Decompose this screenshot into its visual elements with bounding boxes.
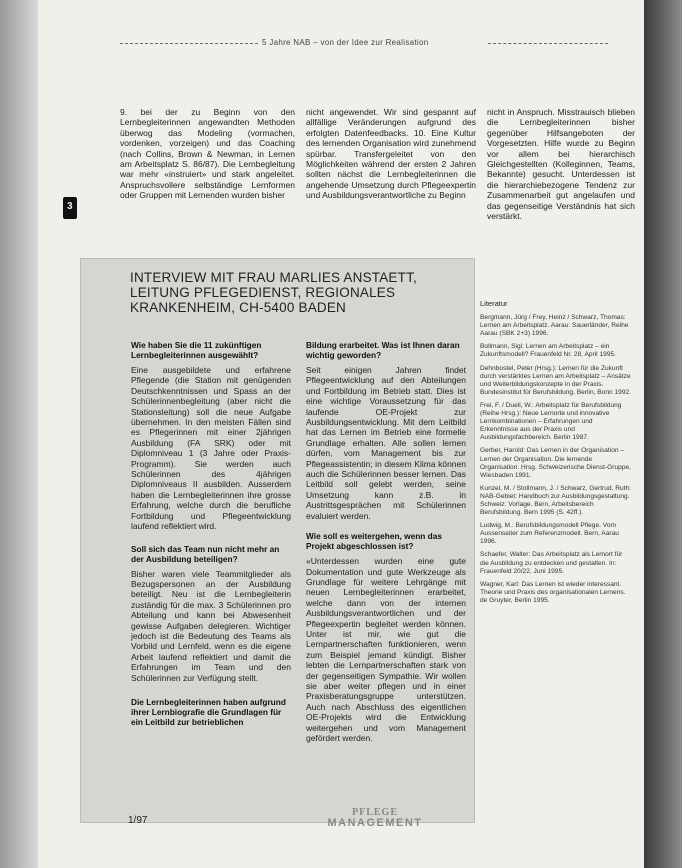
literature-item: Bollmann, Sigi: Lernen am Arbeitsplatz – ein Zukunftsmodell? Frauenfeld Nr. 28, April 1995. bbox=[480, 343, 616, 359]
literature-item: Bergmann, Jürg / Frey, Heinz / Schwarz, Thomas: Lernen am Arbeitsplatz. Aarau: Sauerländer, Reihe Aarau (SBK 2+3) 1996. bbox=[480, 314, 629, 338]
interview-answer: Eine ausgebildete und erfahrene Pflegende (die Station mit genügenden Deutschkenntnissen und Spass an der Schülerinnenbegleitung (aber nicht die Stationsleitung) soll die neue Aufgabe übernehmen. In den meisten Fällen sind es Pflegerinnen mit einer 2jährigen Ausbildung (FA SRK) oder mit Diplomniveau 1 (3 Jahre oder Praxis-Programm). Sie werden auch Schülerinnen des 4jährigen Diplomniveaus II ausbilden. Ausserdem haben die Lernbegleiterinnen ihre grosse Erfahrung, welche durch die berufliche Fortbildung und Pflegeentwicklung laufend reflektiert wird. bbox=[131, 365, 291, 532]
literature-item: Ludwig, M.: Berufsbildungsmodell Pflege. Vom Aussenseiter zum Referenzmodell. Bern, Aarau 1996. bbox=[480, 522, 619, 546]
interview-title: INTERVIEW MIT FRAU MARLIES ANSTAETT, LEITUNG PFLEGEDIENST, REGIONALES KRANKENHEIM, CH-5400 BADEN bbox=[130, 270, 417, 315]
body-column-1: 9. bei der zu Beginn von den Lernbegleiterinnen angewandten Methoden überwog das Modeling (vormachen, vordenken, vorzeigen) und das Coaching (nach Collins, Brown & Newman, in Lernen am Arbeitsplatz S. 86/87). Die Lernbegleitung war mehr «instruiert» und stark angeleitet. Anspruchsvollere selbständige Lernformen oder Gruppen mit Lernenden wurden bisher bbox=[120, 107, 295, 201]
literature-item: Kunzel, M. / Stollmann, J. / Schwarz, Gertrud, Ruth: NAB-Gebiet: Handbuch zur Ausbildungsgestaltung. Schweiz: Vorlage, Bern, Arbeitsbereich Berufsbildung. Bern 1995 (S. 42ff.). bbox=[480, 484, 631, 517]
publication-logo bbox=[310, 808, 440, 829]
literature-item: Wagner, Karl: Das Lernen ist wieder interessant. Theorie und Praxis des organisationalen Lernens. de Gruyter, Berlin 1995. bbox=[480, 580, 626, 604]
header-rule-left bbox=[120, 43, 258, 45]
running-header: 5 Jahre NAB – von der Idee zur Realisation bbox=[262, 38, 429, 47]
right-page-edge bbox=[644, 0, 682, 868]
body-column-3: nicht in Anspruch. Misstrauisch blieben die Lernbegleiterinnen bisher gegenüber Hilfsangeboten der Vorgesetzten. Hilfe wurde zu Beginn vor allem bei hierarchisch Gleichgestellten (Kolleginnen, Teams, Bekannte) gesucht. Unterdessen ist die hierarchiebezogene Tendenz zur Zusammenarbeit gut angelaufen und das gegenseitige Verständnis hat sich verstärkt. bbox=[487, 107, 635, 222]
interview-answer: Bisher waren viele Teammitglieder als Bezugspersonen an der Ausbildung beteiligt. Neu ist die Lernbegleiterin zuständig für die max. 3 Schülerinnen pro Abteilung und kann bei Abwesenheit gewisse Aufgaben delegieren. Wichtiger jedoch ist die Bedeutung des Teams als Vorbild und Lernfeld, wenn es die eigene Arbeit laufend reflektiert und damit die Erfahrungen im Team und den Schülerinnen zur Verfügung stellt. bbox=[131, 568, 291, 683]
literature-item: Dehnbostel, Peter (Hrsg.): Lernen für die Zukunft durch verstärktes Lernen am Arbeitsplatz – Ansätze und Weiterbildungskonzepte in der Praxis. Bundesinstitut für Berufsbildung, Berlin, Bonn 1992. bbox=[480, 364, 632, 396]
page-number: 1/97 bbox=[128, 815, 148, 826]
body-column-2: nicht angewendet. Wir sind gespannt auf allfällige Veränderungen aufgrund des erfolgten Datenfeedbacks. 10. Eine Kultur des lernenden Organisation wird zunehmend spürbar. Transfergeleitet von den Möglichkeiten während der ersten 2 Jahren sollten nächst die Lernbegleiterinnen die angehende Umsetzung durch Pflegeexpertin und Ausbildungsverantwortliche zu Beginn bbox=[306, 107, 476, 201]
left-page-edge bbox=[0, 0, 38, 868]
interview-question: Soll sich das Team nun nicht mehr an der Ausbildung beteiligen? bbox=[131, 543, 280, 564]
literature-item: Gerber, Harold: Das Lernen in der Organisation – Lernen der Organisation. Die lernende Organisation. Hrsg. Schweizerische Dienst-Gruppe, Wiesbaden 1991. bbox=[480, 447, 631, 479]
literature-item: Frei, F. / Duell, W.: Arbeitsplatz für Berufsbildung (Reihe Hrsg.): Neue Lernorte und innovative Lernkombinationen – Erfahrungen und Erkenntnisse aus der Praxis und Ausbildungsfachbereich. Berlin 1987. bbox=[480, 401, 622, 442]
interview-right-column bbox=[306, 340, 466, 753]
section-marker bbox=[63, 197, 77, 219]
literature-list bbox=[480, 300, 632, 610]
literature-item: Schaefer, Walter: Das Arbeitsplatz als Lernort für die Ausbildung zu entdecken und gestalten. In: Frauenfeld 20/22, Juni 1995. bbox=[480, 551, 623, 575]
logo-line-2: MANAGEMENT bbox=[327, 817, 423, 829]
interview-answer: «Unterdessen wurden eine gute Dokumentation und gute Werkzeuge als Grundlage für weitere Lehrgänge mit neuen Lernbegleiterinnen erarbeitet, welche dann von der internen Ausbildungsverantwortlichen und der Pflegeexpertin begleitet werden können. Unter ist mir, wie gut die Lernpartnerschaften funktionieren, wenn zum Beispiel jemand kündigt. Bisher lebten die Lernpartnerschaften stark von der gegenseitigen Sympathie. Wir wollen sie aber weiter pflegen und in einer Praxisberatungsgruppe unterstützen. Auch nach Abschluss des eigentlichen OE-Projekts wird die Entwicklung weitergehen und vom Management gefördert werden. bbox=[306, 556, 466, 743]
interview-question: Die Lernbegleiterinnen haben aufgrund ihrer Lernbiografie die Grundlagen für ein Leitbild zur betrieblichen bbox=[131, 696, 286, 727]
header-rule-right bbox=[488, 43, 608, 45]
logo-line-1: PFLEGE bbox=[351, 807, 398, 818]
interview-left-column bbox=[131, 340, 291, 732]
interview-question: Wie haben Sie die 11 zukünftigen Lernbegleiterinnen ausgewählt? bbox=[131, 340, 262, 360]
section-marker-number: 3 bbox=[67, 201, 73, 212]
interview-question: Bildung erarbeitet. Was ist Ihnen daran wichtig geworden? bbox=[306, 340, 460, 360]
interview-question: Wie soll es weitergehen, wenn das Projekt abgeschlossen ist? bbox=[306, 531, 442, 552]
interview-answer: Seit einigen Jahren findet Pflegeentwicklung auf den Abteilungen und Fortbildung im Betrieb statt. Dies ist eine wichtige Voraussetzung für das laufende OE-Projekt zur Ausbildungsentwicklung. Mit dem Leitbild hat das Lernen im Betrieb eine formelle Grundlage erhalten. Alle sollen lernen dürfen, vom Management bis zur Pflegeassistentin; in diesem Klima können auch die Schülerinnen besser lernen. Das Leitbild soll gelebt werden, seine Umsetzung kann z.B. in Austrittsgesprächen mit Schülerinnen evaluiert werden. bbox=[306, 365, 466, 521]
literature-title: Literatur bbox=[480, 299, 508, 308]
